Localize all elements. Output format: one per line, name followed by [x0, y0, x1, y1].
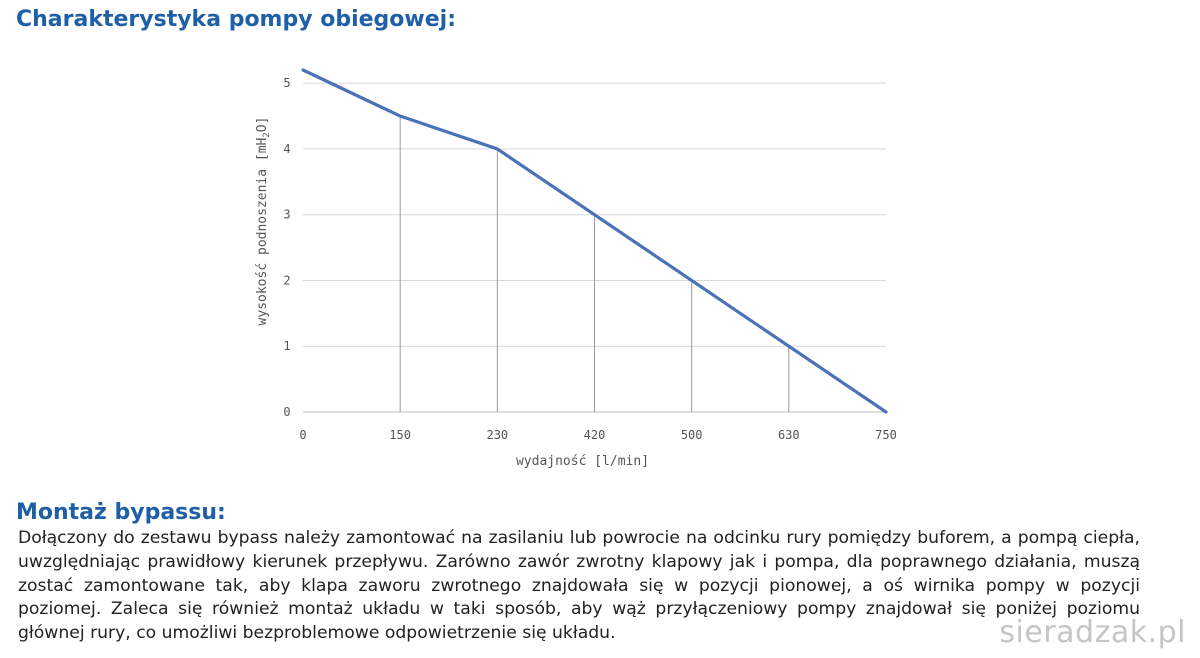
y-tick-label: 0	[283, 405, 291, 419]
x-tick-label: 0	[299, 428, 307, 442]
x-tick-label: 230	[486, 428, 509, 442]
x-axis-ticks	[299, 428, 896, 442]
bypass-section-title: Montaż bypassu:	[16, 500, 226, 525]
x-tick-label: 500	[680, 428, 703, 442]
watermark: sieradzak.pl	[999, 615, 1186, 650]
y-tick-label: 2	[283, 273, 291, 288]
x-tick-label: 750	[875, 428, 897, 442]
x-tick-label: 630	[777, 428, 800, 442]
pump-characteristic-chart	[240, 55, 920, 480]
y-tick-label: 5	[283, 76, 291, 91]
chart-drop-lines	[400, 116, 789, 412]
y-tick-label: 3	[283, 207, 291, 222]
x-tick-label: 150	[389, 428, 412, 442]
y-tick-label: 4	[283, 141, 291, 156]
x-tick-label: 420	[583, 428, 606, 442]
y-axis-ticks	[283, 76, 290, 419]
y-tick-label: 1	[283, 339, 291, 354]
chart-section-title: Charakterystyka pompy obiegowej:	[16, 7, 456, 32]
y-axis-label: wysokość podnoszenia $[mH_2O]$	[255, 116, 272, 326]
x-axis-label: wydajność [l/min]	[515, 454, 650, 469]
bypass-description: Dołączony do zestawu bypass należy zamontować na zasilaniu lub powrocie na odcinku rury pomiędzy buforem, a pompą ciepła, uwzględniając prawidłowy kierunek przepływu. Zarówno zawór zwrotny klapowy jak i pompa, dla poprawnego działania, muszą zostać zamontowane tak, aby klapa zaworu zwrotnego znajdowała się w pozycji pionowej, a oś wirnika pompy w pozycji poziomej. Zaleca się również montaż układu w taki sposób, aby wąż przyłączeniowy pompy znajdował się poniżej poziomu głównej rury, co umożliwi bezproblemowe odpowietrzenie się układu.	[18, 528, 1140, 644]
